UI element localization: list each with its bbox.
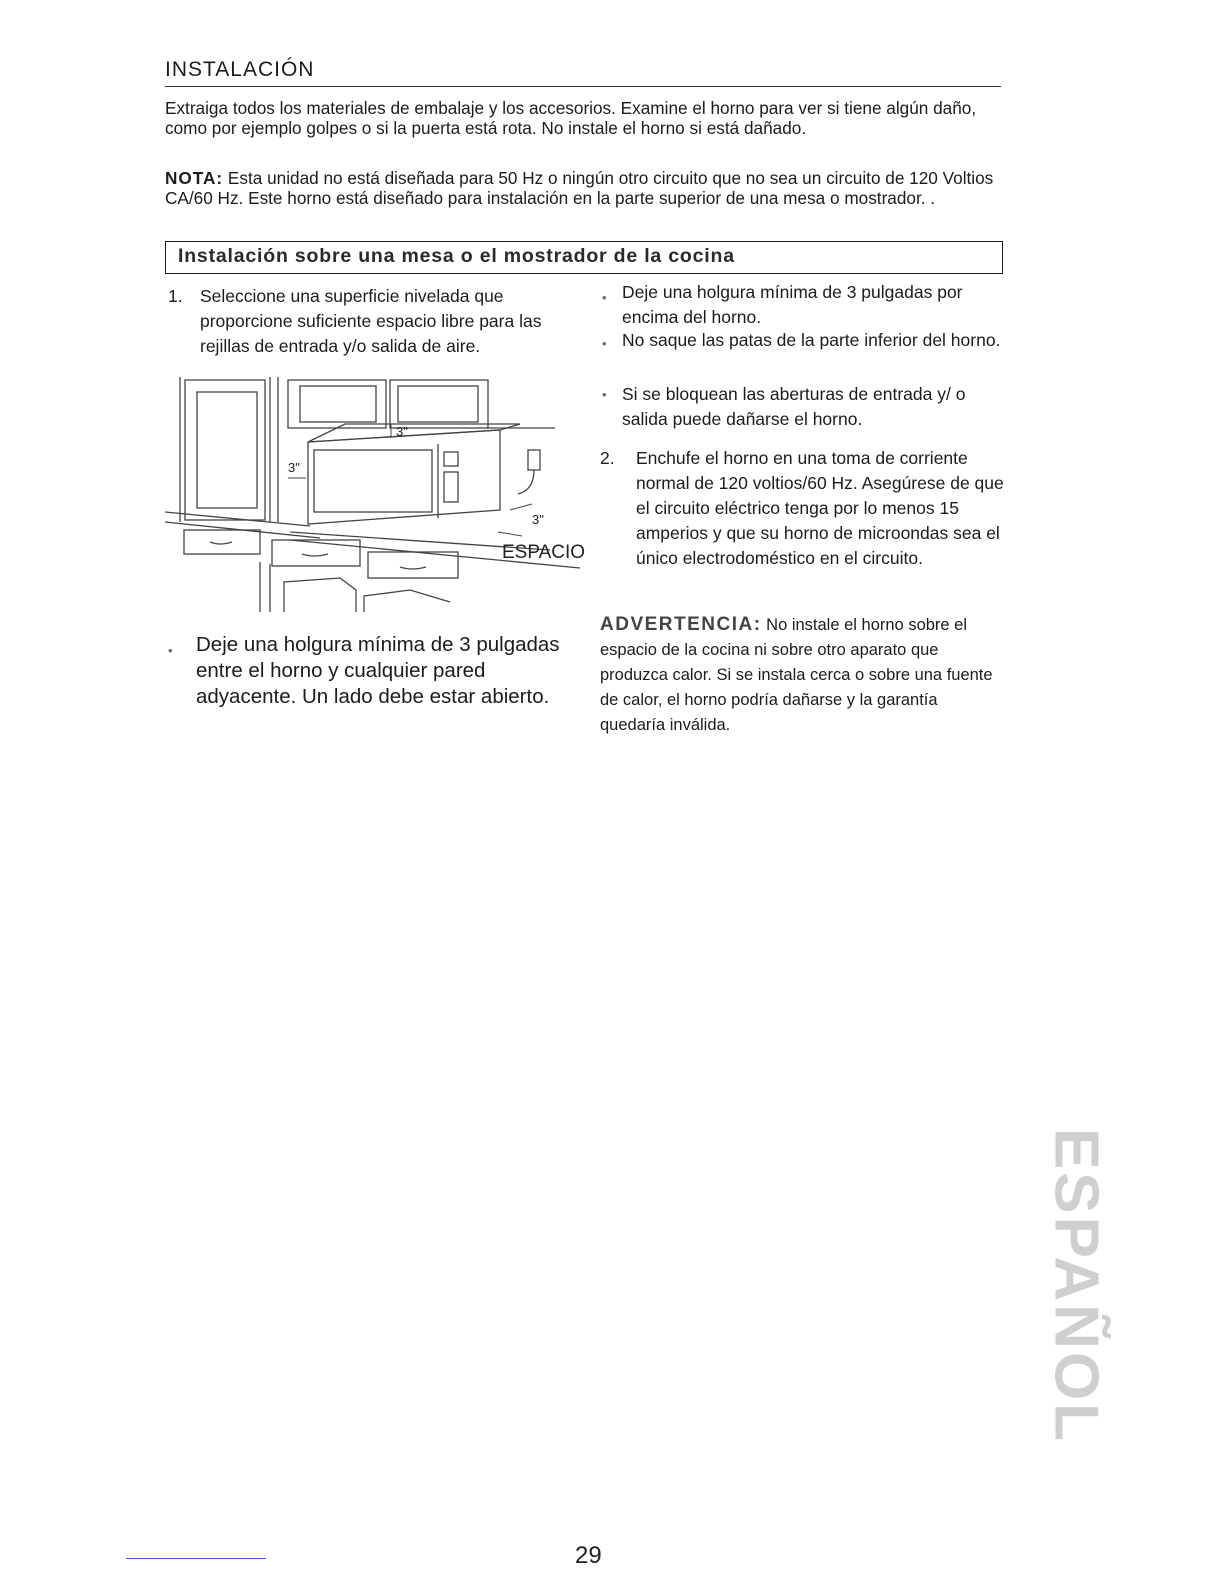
space-label: ESPACIO xyxy=(502,542,586,563)
drawer-left xyxy=(184,530,260,554)
step-1-text: Seleccione una superficie nivelada que proporcione suficiente espacio libre para las rejillas de entrada y/o salida de aire. xyxy=(200,286,542,356)
section-title: INSTALACIÓN xyxy=(165,58,315,81)
upper-mid-cabinet xyxy=(288,380,386,428)
right-bullet-1: Deje una holgura mínima de 3 pulgadas por encima del horno. xyxy=(622,282,963,327)
bullet-dot: • xyxy=(602,336,607,351)
warning-text: No instale el horno sobre el espacio de la cocina ni sobre otro aparato que produzca calor. Si se instala cerca o sobre una fuente de calor, el horno podría dañarse y la garantía quedaría inválida. xyxy=(600,616,993,734)
warning-paragraph xyxy=(600,612,1005,738)
language-side-tab: ESPAÑOL xyxy=(1041,1127,1111,1445)
side-clearance-label: 3" xyxy=(288,460,300,475)
step-2-number: 2. xyxy=(600,448,615,468)
intro-paragraph: Extraiga todos los materiales de embalaje y los accesorios. Examine el horno para ver si tiene algún daño, como por ejemplo golpes o si la puerta está rota. No instale el horno si está dañado. xyxy=(165,98,977,138)
warning-label: ADVERTENCIA: xyxy=(600,614,762,635)
microwave-oven xyxy=(308,430,500,524)
page-number: 29 xyxy=(575,1542,602,1569)
footer-rule xyxy=(126,1558,266,1559)
right-bullet-3: Si se bloquean las aberturas de entrada y/ o salida puede dañarse el horno. xyxy=(622,384,966,429)
subheading-box xyxy=(165,241,1003,274)
bullet-dot: • xyxy=(168,643,173,658)
step-2-text: Enchufe el horno en una toma de corriente normal de 120 voltios/60 Hz. Asegúrese de que el circuito eléctrico tenga por lo menos 15 amperios y que su horno de microondas sea el único electrodoméstico en el circuito. xyxy=(636,448,1004,568)
note-text: Esta unidad no está diseñada para 50 Hz o ningún otro circuito que no sea un circuito de 120 Voltios CA/60 Hz. Este horno está diseñado para instalación en la parte superior de una mesa o mostrador. . xyxy=(165,168,994,208)
title-divider xyxy=(165,86,1001,87)
wall-outlet xyxy=(528,450,540,470)
right-bullet-2: No saque las patas de la parte inferior del horno. xyxy=(622,330,1001,350)
bullet-dot: • xyxy=(602,290,607,305)
back-clearance-label: 3" xyxy=(532,512,544,527)
note-label: NOTA: xyxy=(165,168,224,188)
clearance-bullet-text: Deje una holgura mínima de 3 pulgadas entre el horno y cualquier pared adyacente. Un lado debe estar abierto. xyxy=(196,633,560,708)
step-1-number: 1. xyxy=(168,286,183,306)
drawer-middle xyxy=(272,540,360,566)
bullet-dot: • xyxy=(602,387,607,402)
oven-installation-illustration xyxy=(160,372,600,617)
drawer-right xyxy=(368,552,458,578)
upper-right-cabinet xyxy=(390,380,488,428)
top-clearance-label: 3" xyxy=(396,424,408,439)
subheading: Instalación sobre una mesa o el mostrador de la cocina xyxy=(178,245,735,267)
note-paragraph xyxy=(165,168,1005,208)
